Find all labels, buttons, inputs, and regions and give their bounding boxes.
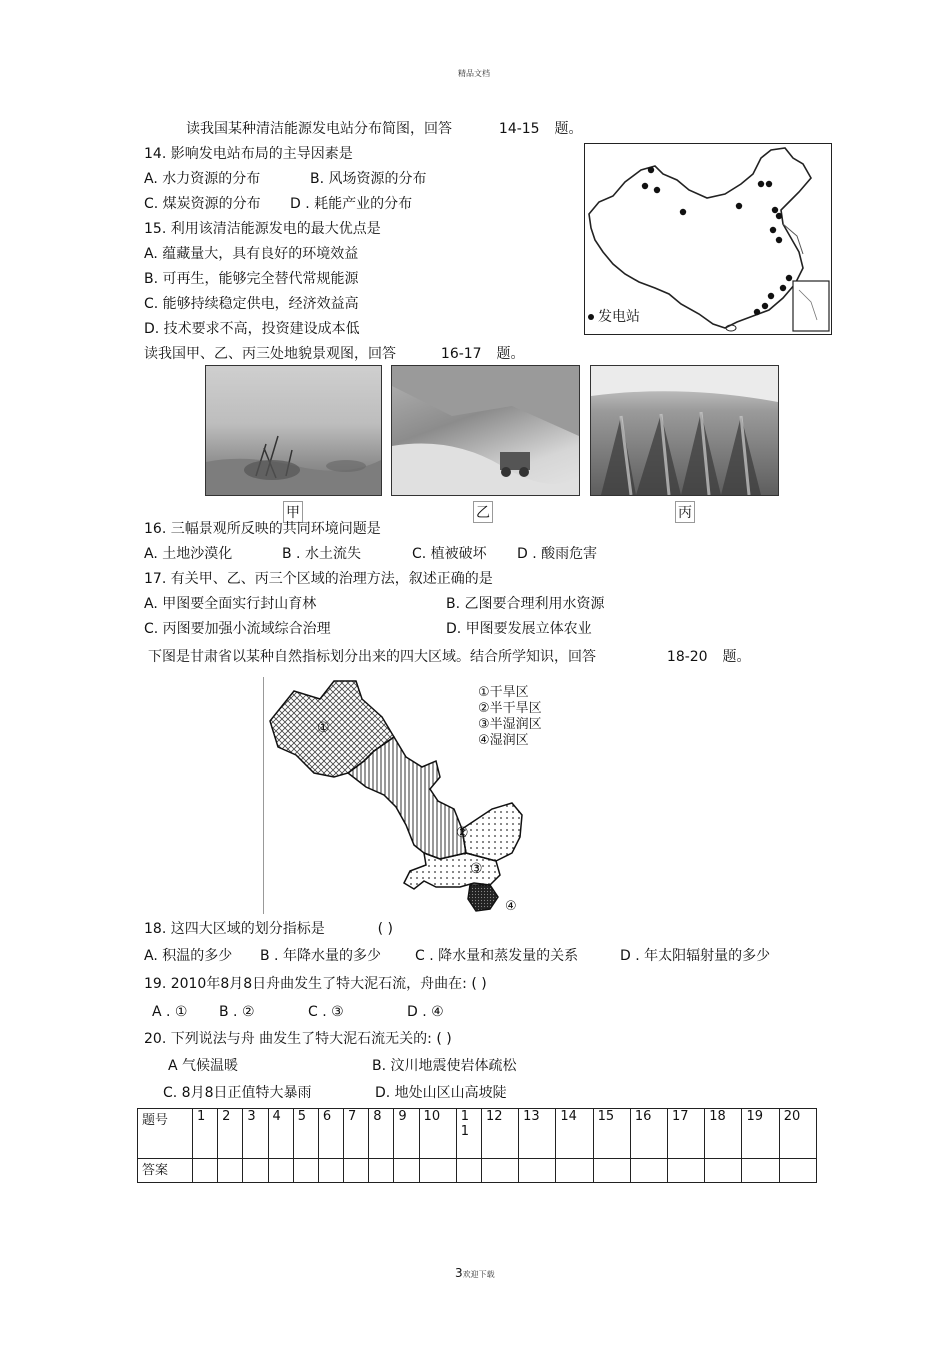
answer-cell[interactable] — [556, 1159, 593, 1183]
south-sea-inset — [793, 281, 829, 331]
station-dot — [766, 181, 772, 187]
legend-item-humid: ④湿润区 — [478, 733, 529, 748]
q19-option-d: D . ④ — [407, 1004, 444, 1020]
intro-16-17 — [144, 345, 525, 363]
table-number-cell: 17 — [668, 1109, 705, 1159]
answer-cell[interactable] — [419, 1159, 456, 1183]
photo-label-jia: 甲 — [283, 501, 303, 523]
q18-option-d: D . 年太阳辐射量的多少 — [620, 948, 771, 964]
q14-option-b: B. 风场资源的分布 — [310, 171, 427, 187]
q17-option-b: B. 乙图要合理利用水资源 — [446, 596, 605, 612]
station-dot — [786, 275, 792, 281]
station-dot — [680, 209, 686, 215]
intro-text: 读我国甲、乙、丙三处地貌景观图，回答 — [144, 346, 396, 362]
q16-option-a: A. 土地沙漠化 — [144, 546, 233, 562]
region-4-humid — [468, 885, 498, 911]
station-dot — [758, 181, 764, 187]
q14-stem: 14. 影响发电站布局的主导因素是 — [144, 146, 353, 162]
table-number-cell: 1 — [193, 1109, 218, 1159]
q14-option-a: A. 水力资源的分布 — [144, 171, 261, 187]
station-dot — [770, 227, 776, 233]
region-mark-3: ③ — [470, 861, 483, 877]
answer-cell[interactable] — [705, 1159, 742, 1183]
region-mark-2: ② — [456, 825, 469, 841]
intro-tail: 题。 — [554, 121, 583, 137]
photo-bing — [590, 365, 779, 496]
region-3-semi-humid — [404, 853, 500, 889]
q14-option-d: D . 耗能产业的分布 — [290, 196, 413, 212]
table-row-answers — [138, 1159, 817, 1183]
page-header: 精品文档 — [458, 69, 490, 78]
q20-option-a: A 气候温暖 — [168, 1058, 239, 1074]
map-legend — [588, 306, 640, 326]
q15-option-d: D. 技术要求不高，投资建设成本低 — [144, 321, 360, 337]
station-dot — [772, 207, 778, 213]
station-dot — [754, 309, 760, 315]
photo-yi — [391, 365, 580, 496]
answer-cell[interactable] — [481, 1159, 518, 1183]
intro-18-20 — [148, 648, 751, 666]
q17-option-c: C. 丙图要加强小流域综合治理 — [144, 621, 331, 637]
answer-cell[interactable] — [593, 1159, 630, 1183]
photo-bing-svg — [591, 366, 778, 495]
q20-option-c: C. 8月8日正值特大暴雨 — [163, 1085, 312, 1101]
answer-cell[interactable] — [519, 1159, 556, 1183]
intro-14-15 — [186, 120, 583, 138]
table-number-cell: 14 — [556, 1109, 593, 1159]
region-mark-1: ① — [317, 720, 330, 736]
footer-text: 欢迎下载 — [462, 1270, 495, 1279]
station-dot — [736, 203, 742, 209]
table-number-cell: 19 — [742, 1109, 779, 1159]
intro-range: 14-15 — [498, 121, 540, 137]
table-number-cell: 5 — [293, 1109, 318, 1159]
table-number-cell: 4 — [268, 1109, 293, 1159]
answer-cell[interactable] — [193, 1159, 218, 1183]
intro-text: 下图是甘肃省以某种自然指标划分出来的四大区域。结合所学知识，回答 — [148, 649, 596, 665]
gansu-legend — [478, 685, 542, 749]
q15-stem: 15. 利用该清洁能源发电的最大优点是 — [144, 221, 381, 237]
station-dot — [780, 285, 786, 291]
answer-cell[interactable] — [318, 1159, 343, 1183]
photo-jia-svg — [206, 366, 381, 495]
photo-label-bing: 丙 — [675, 501, 695, 523]
station-dot — [762, 303, 768, 309]
answer-cell[interactable] — [344, 1159, 369, 1183]
answer-cell[interactable] — [369, 1159, 394, 1183]
gansu-region-map — [263, 677, 560, 914]
photo-jia — [205, 365, 382, 496]
answer-cell[interactable] — [456, 1159, 481, 1183]
table-number-cell: 15 — [593, 1109, 630, 1159]
answer-cell[interactable] — [268, 1159, 293, 1183]
q19-option-a: A . ① — [152, 1004, 188, 1020]
table-number-cell: 13 — [519, 1109, 556, 1159]
page-number: 3 — [455, 1266, 463, 1280]
q14-option-c: C. 煤炭资源的分布 — [144, 196, 261, 212]
q17-option-d: D. 甲图要发展立体农业 — [446, 621, 592, 637]
station-dot — [776, 213, 782, 219]
legend-item-semi-humid: ③半湿润区 — [478, 717, 542, 732]
q15-option-a: A. 蕴藏量大，具有良好的环境效益 — [144, 246, 359, 262]
table-row-numbers — [138, 1109, 817, 1159]
photo-yi-svg — [392, 366, 579, 495]
table-number-cell: 9 — [394, 1109, 419, 1159]
power-station-dots — [642, 167, 792, 315]
answer-cell[interactable] — [668, 1159, 705, 1183]
station-dot — [776, 237, 782, 243]
q20-option-b: B. 汶川地震使岩体疏松 — [372, 1058, 517, 1074]
table-number-cell: 3 — [243, 1109, 268, 1159]
station-dot — [648, 167, 654, 173]
q16-stem: 16. 三幅景观所反映的共同环境问题是 — [144, 521, 381, 537]
station-dot — [768, 293, 774, 299]
q17-option-a: A. 甲图要全面实行封山育林 — [144, 596, 317, 612]
legend-label: 发电站 — [598, 309, 640, 325]
table-answer-label: 答案 — [138, 1159, 193, 1183]
table-number-cell: 10 — [419, 1109, 456, 1159]
table-number-cell: 1 1 — [456, 1109, 481, 1159]
answer-cell[interactable] — [243, 1159, 268, 1183]
table-number-cell: 20 — [779, 1109, 816, 1159]
q15-option-c: C. 能够持续稳定供电，经济效益高 — [144, 296, 359, 312]
q18-option-a: A. 积温的多少 — [144, 948, 233, 964]
intro-text: 读我国某种清洁能源发电站分布简图，回答 — [186, 121, 452, 137]
table-header-label: 题号 — [138, 1109, 193, 1159]
q16-option-c: C. 植被破坏 — [412, 546, 487, 562]
q19-option-b: B . ② — [219, 1004, 255, 1020]
page-footer — [455, 1262, 495, 1281]
intro-range: 18-20 — [666, 649, 708, 665]
answer-cell[interactable] — [394, 1159, 419, 1183]
q18-option-b: B . 年降水量的多少 — [260, 948, 381, 964]
station-dot — [642, 183, 648, 189]
table-number-cell: 16 — [630, 1109, 667, 1159]
photo-label-yi: 乙 — [473, 501, 493, 523]
region-3-east-lobe — [462, 803, 522, 861]
q18-stem-line — [144, 920, 393, 938]
intro-tail: 题。 — [496, 346, 525, 362]
table-number-cell: 7 — [344, 1109, 369, 1159]
q18-stem: 18. 这四大区域的划分指标是 — [144, 921, 325, 937]
region-mark-4: ④ — [505, 899, 517, 914]
answer-cell[interactable] — [630, 1159, 667, 1183]
q20-stem: 20. 下列说法与舟 曲发生了特大泥石流无关的: ( ) — [144, 1031, 452, 1047]
q18-option-c: C . 降水量和蒸发量的关系 — [415, 948, 579, 964]
intro-range: 16-17 — [440, 346, 482, 362]
table-number-cell: 12 — [481, 1109, 518, 1159]
table-number-cell: 2 — [218, 1109, 243, 1159]
answer-cell[interactable] — [293, 1159, 318, 1183]
legend-dot-icon — [588, 314, 594, 320]
table-number-cell: 8 — [369, 1109, 394, 1159]
q20-option-d: D. 地处山区山高坡陡 — [375, 1085, 507, 1101]
answer-table — [137, 1108, 817, 1183]
hainan-island — [726, 325, 736, 331]
legend-item-semi-arid: ②半干旱区 — [478, 701, 542, 716]
q19-stem: 19. 2010年8月8日舟曲发生了特大泥石流，舟曲在: ( ) — [144, 976, 487, 992]
station-dot — [654, 187, 660, 193]
q16-option-b: B . 水土流失 — [282, 546, 361, 562]
q18-paren: ( ) — [377, 921, 393, 937]
q19-option-c: C . ③ — [308, 1004, 344, 1020]
q17-stem: 17. 有关甲、乙、丙三个区域的治理方法，叙述正确的是 — [144, 571, 493, 587]
answer-cell[interactable] — [779, 1159, 816, 1183]
answer-cell[interactable] — [218, 1159, 243, 1183]
q15-option-b: B. 可再生，能够完全替代常规能源 — [144, 271, 359, 287]
china-power-station-map — [584, 143, 832, 335]
answer-cell[interactable] — [742, 1159, 779, 1183]
legend-item-arid: ①干旱区 — [478, 685, 529, 700]
table-number-cell: 18 — [705, 1109, 742, 1159]
intro-tail: 题。 — [722, 649, 751, 665]
table-number-cell: 6 — [318, 1109, 343, 1159]
q16-option-d: D . 酸雨危害 — [517, 546, 598, 562]
